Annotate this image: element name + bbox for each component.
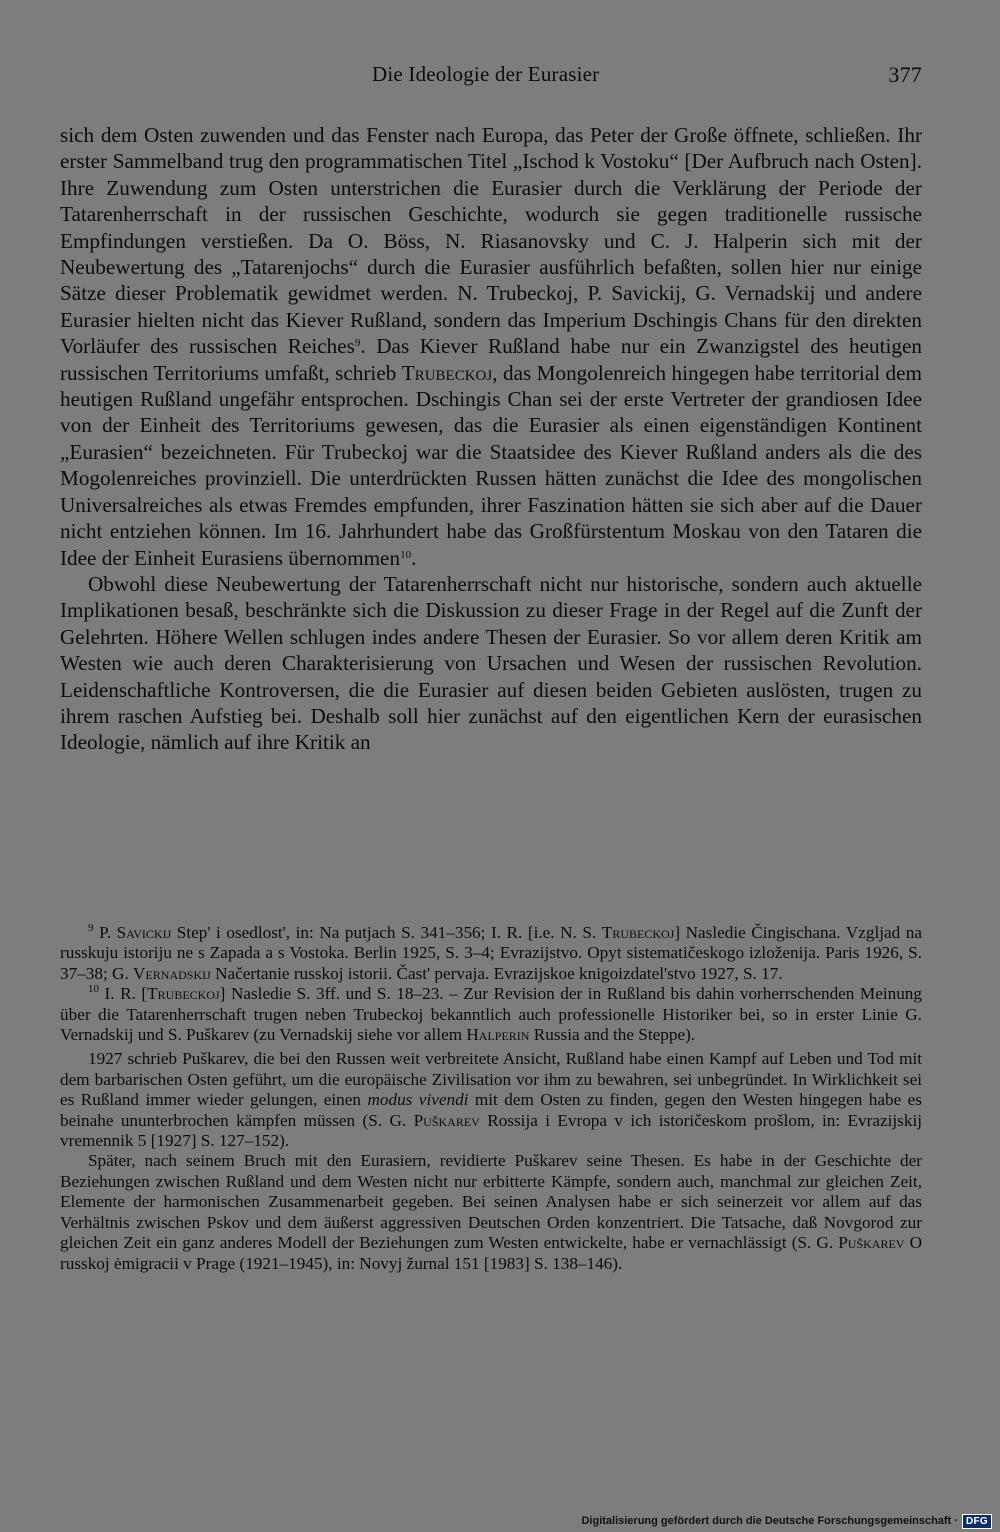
author-name: Vernadskij: [133, 963, 211, 983]
text-run: sich dem Osten zuwenden und das Fenster nach Europa, das Peter der Große öffnete, schließen. Ihr erster Sammelband trug den programmatischen Titel „Ischod k Vostoku“ [Der Aufbruch nach Osten]. Ihre Zuwendung zum Osten unterstrichen die Eurasier durch die Verklärung der Periode der Tatarenherrschaft in der russischen Geschichte, wodurch sie gegen traditionelle russische Empfindungen verstießen. Da O. Böss, N. Riasanovsky und C. J. Halperin sich mit der Neubewertung des „Tatarenjochs“ durch die Eurasier ausführlich befaßten, sollen hier nur einige Sätze dieser Problematik gewidmet werden. N. Trubeckoj, P. Savickij, G. Vernadskij und andere Eurasier hielten nicht das Kiever Rußland, sondern das Imperium Dschingis Chans für den direkten Vorläufer des russischen Reiches: [60, 123, 922, 359]
author-name: Trubeckoj: [401, 360, 493, 385]
footnote-number: 10: [88, 983, 99, 996]
page-number: 377: [888, 62, 922, 87]
author-name: Halperin: [466, 1025, 530, 1045]
footnote-ref-10: 10: [400, 548, 412, 561]
text-run: , das Mongolenreich hingegen habe territorial dem heutigen Rußland ungefähr entsprochen. Dschingis Chan sei der erste Vertreter der grandiosen Idee von der Einheit des Territoriums gewesen, das die Eurasier als einen eigenständigen Kontinent „Eurasien“ bezeichneten. Für Trubeckoj war die Staatsidee des Kiever Rußland anders als die des Mogolenreiches provinziell. Die unterdrückten Russen hätten zunächst die Idee des mongolischen Universalreiches als etwas Fremdes empfunden, ihrer Faszination hätten sie sich aber auf die Dauer nicht entziehen können. Im 16. Jahrhundert habe das Großfürstentum Moskau von den Tataren die Idee der Einheit Eurasiens übernommen: [60, 360, 923, 570]
paragraph-1: [60, 122, 922, 571]
italic-term: modus vivendi: [367, 1090, 469, 1110]
dfg-logo: DFG: [962, 1514, 992, 1529]
digitization-credit: [581, 1512, 992, 1530]
footnote-number: 9: [88, 922, 94, 934]
text-run: ] Nasledie Čingischana. Vzgljad na russkuju istoriju ne s Zapada a s Vostoka. Berlin 1925, S. 3–4; Evrazijstvo. Opyt sistematičeskogo izloženija. Paris 1926, S. 37–38; G.: [60, 923, 923, 983]
footnote-10: [60, 984, 922, 1045]
footnotes: [60, 923, 922, 1274]
footnote-ref-9: 9: [354, 337, 361, 350]
text-run: Später, nach seinem Bruch mit den Eurasiern, revidierte Puškarev seine Thesen. Es habe in der Geschichte der Beziehungen zwischen Rußland und dem Westen nicht nur erbitterte Kämpfe, sondern auch, manchmal zur gleichen Zeit, Elemente der harmonischen Zusammenarbeit gegeben. Bei seinen Analysen habe er sich seinerzeit vor allem auf das Verhältnis zwischen Pskov und dem äußerst aggressiven Deutschen Orden konzentriert. Die Tatsache, daß Novgorod zur gleichen Zeit ein ganz anderes Modell der Beziehungen zum Westen entwickelte, habe er vernachlässigt (S. G.: [60, 1151, 922, 1253]
author-name: Trubeckoj: [147, 984, 220, 1004]
text-run: 1927 schrieb Puškarev, die bei den Russen weit verbreitete Ansicht, Rußland habe einen Kampf auf Leben und Tod mit dem barbarischen Osten geführt, um die europäische Zivilisation vor ihm zu bewahren, sei unbegründet. In Wirklichkeit sei es Rußland immer wieder gelungen, einen: [60, 1049, 922, 1110]
footnote-10-paragraph-2: [60, 1049, 922, 1151]
text-run: . Das Kiever Rußland habe nur ein Zwanzigstel des heutigen russischen Territoriums umfaßt, schrieb: [60, 334, 923, 385]
footnote-9: [60, 923, 922, 984]
footnote-10-paragraph-3: [60, 1151, 922, 1273]
text-run: O russkoj ėmigracii v Prage (1921–1945), in: Novyj žurnal 151 [1983] S. 138–146).: [60, 1233, 922, 1273]
text-run: Step' i osedlost', in: Na putjach S. 341–356; I. R. [i.e. N. S.: [171, 923, 602, 942]
text-run: Načertanie russkoj istorii. Čast' pervaja. Evrazijskoe knigoizdatel'stvo 1927, S. 17.: [210, 963, 783, 983]
text-run: I. R. [: [99, 984, 148, 1004]
text-run: Russia and the Steppe).: [529, 1025, 696, 1045]
credit-text: Digitalisierung gefördert durch die Deutsche Forschungsgemeinschaft ·: [581, 1515, 958, 1527]
running-head: [60, 62, 922, 92]
text-run: ] Nasledie S. 3ff. und S. 18–23. – Zur Revision der in Rußland bis dahin vorherrschenden Meinung über die Tatarenherrschaft trugen neben Trubeckoj bekanntlich auch professionelle Historiker bei, so in erster Linie G. Vernadskij und S. Puškarev (zu Vernadskij siehe vor allem: [60, 984, 922, 1045]
author-name: Puškarev: [413, 1110, 480, 1130]
main-text: [60, 122, 922, 756]
text-run: .: [411, 545, 417, 570]
author-name: P. Savickij: [99, 923, 172, 942]
text-run: mit dem Osten zu finden, gegen den Westen hingegen habe es beinahe ununterbrochen kämpfen müssen (S. G.: [60, 1090, 922, 1130]
author-name: Puškarev: [838, 1233, 905, 1253]
running-title: Die Ideologie der Eurasier: [372, 62, 600, 86]
paragraph-2: Obwohl diese Neubewertung der Tatarenherrschaft nicht nur historische, sondern auch aktuelle Implikationen besaß, beschränkte sich die Diskussion zu dieser Frage in der Regel auf die Zunft der Gelehrten. Höhere Wellen schlugen indes andere Thesen der Eurasier. So vor allem deren Kritik am Westen wie auch deren Charakterisierung von Ursachen und Wesen der russischen Revolution. Leidenschaftliche Kontroversen, die die Eurasier auf diesen beiden Gebieten auslösten, trugen zu ihrem raschen Aufstieg bei. Deshalb soll hier zunächst auf den eigentlichen Kern der eurasischen Ideologie, nämlich auf ihre Kritik an: [60, 571, 922, 755]
author-name: Trubeckoj: [601, 923, 675, 942]
text-run: Rossija i Evropa v ich istoričeskom prošlom, in: Evrazijskij vremennik 5 [1927] S. 127–152).: [60, 1110, 922, 1151]
